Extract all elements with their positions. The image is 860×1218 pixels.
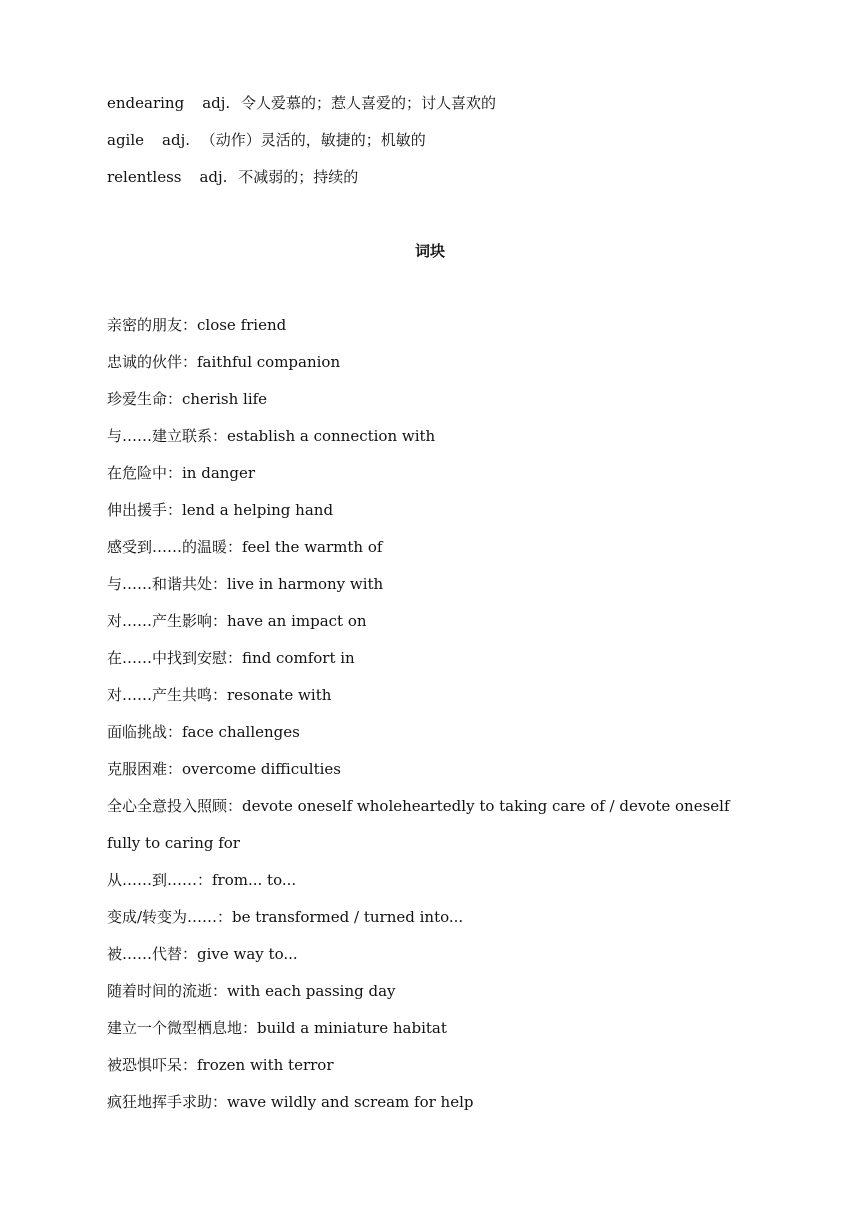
- phrase-item: 建立一个微型栖息地：build a miniature habitat: [107, 1019, 447, 1037]
- phrase-item: 伸出援手：lend a helping hand: [107, 501, 334, 519]
- phrase-item: 亲密的朋友：close friend: [107, 316, 287, 334]
- section-title: 词块: [414, 242, 445, 260]
- phrase-item: 被恐惧吓呆：frozen with terror: [107, 1056, 334, 1074]
- vocab-pos: adj.: [199, 168, 228, 186]
- phrase-item: 感受到……的温暖：feel the warmth of: [107, 538, 383, 556]
- vocab-word: endearing: [107, 94, 185, 112]
- phrase-item: 变成/转变为……：be transformed / turned into...: [107, 908, 464, 926]
- phrase-item: 从……到……：from... to...: [107, 871, 297, 889]
- phrase-item: 随着时间的流逝：with each passing day: [107, 982, 396, 1000]
- vocab-word: relentless: [107, 168, 182, 186]
- document-page: [107, 85, 767, 1121]
- vocab-pos: adj.: [162, 131, 190, 149]
- vocab-entry: [107, 122, 767, 159]
- phrase-item: 疯狂地挥手求助：wave wildly and scream for help: [107, 1093, 474, 1111]
- phrase-item: 与……建立联系：establish a connection with: [107, 427, 436, 445]
- vocab-meaning: （动作）灵活的，敏捷的；机敏的: [200, 131, 426, 149]
- phrase-item: 克服困难：overcome difficulties: [107, 760, 341, 778]
- phrase-item: 与……和谐共处：live in harmony with: [107, 575, 384, 593]
- vocab-entry: [107, 159, 767, 196]
- phrase-item: 在……中找到安慰：find comfort in: [107, 649, 355, 667]
- vocab-pos: adj.: [202, 94, 231, 112]
- phrase-item: 在危险中：in danger: [107, 464, 256, 482]
- phrase-item: 忠诚的伙伴：faithful companion: [107, 353, 341, 371]
- vocab-word: agile: [107, 131, 145, 149]
- phrase-item: 珍爱生命：cherish life: [107, 390, 268, 408]
- phrase-item: 面临挑战：face challenges: [107, 723, 300, 741]
- phrase-item: 被……代替：give way to...: [107, 945, 298, 963]
- vocab-meaning: 不减弱的；持续的: [238, 168, 359, 186]
- phrase-item: 全心全意投入照顾：devote oneself wholeheartedly to taking care of / devote oneself fully to caring for: [107, 797, 730, 852]
- phrase-item: 对……产生共鸣：resonate with: [107, 686, 332, 704]
- phrase-item: 对……产生影响：have an impact on: [107, 612, 367, 630]
- vocab-entry: [107, 85, 767, 122]
- vocab-meaning: 令人爱慕的；惹人喜爱的；讨人喜欢的: [240, 94, 496, 112]
